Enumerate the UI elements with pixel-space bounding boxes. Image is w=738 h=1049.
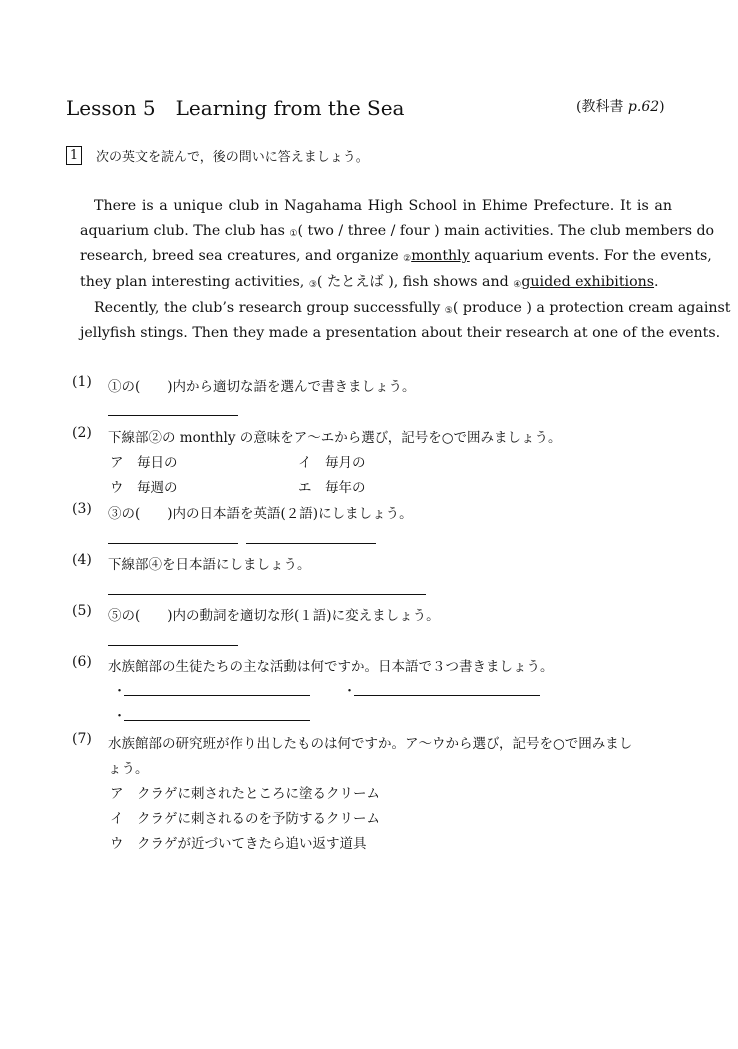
section-instruction: 次の英文を読んで，後の問いに答えましょう。 bbox=[96, 150, 369, 165]
q6-answer-line-1[interactable] bbox=[124, 695, 310, 696]
q1-answer-line[interactable] bbox=[108, 415, 238, 416]
q3-answer-line-2[interactable] bbox=[246, 543, 376, 544]
textbook-reference: (教科書 p.62) bbox=[576, 99, 665, 115]
q6-bullet-3: ・ bbox=[113, 709, 127, 724]
passage-line-3: research, breed sea creatures, and organize ②monthly aquarium events. For the events, bbox=[80, 248, 712, 264]
passage-line-2: aquarium club. The club has ①( two / three / four ) main activities. The club members do bbox=[80, 223, 715, 239]
passage-line-6: jellyfish stings. Then they made a presentation about their research at one of the events. bbox=[80, 325, 721, 341]
q6-text: 水族館部の生徒たちの主な活動は何ですか。日本語で３つ書きましょう。 bbox=[108, 659, 554, 675]
marker-4: ④ bbox=[513, 280, 522, 290]
underlined-monthly: monthly bbox=[411, 248, 470, 264]
q3-text: ③の( )内の日本語を英語(２語)にしましょう。 bbox=[108, 506, 413, 522]
q2-choice-b[interactable]: イ 毎月の bbox=[298, 455, 366, 471]
passage-line-5: Recently, the club’s research group successfully ⑤( produce ) a protection cream against bbox=[94, 300, 731, 316]
q1-number: (1) bbox=[72, 374, 92, 390]
q6-bullet-1: ・ bbox=[113, 684, 127, 699]
q2-text: 下線部②の monthly の意味をア～エから選び，記号を○で囲みましょう。 bbox=[108, 430, 562, 446]
q3-answer-line-1[interactable] bbox=[108, 543, 238, 544]
q2-choice-d[interactable]: エ 毎年の bbox=[298, 480, 366, 496]
underlined-guided-exhibitions: guided exhibitions bbox=[521, 274, 655, 290]
marker-3: ③ bbox=[308, 280, 317, 290]
marker-2: ② bbox=[403, 254, 412, 264]
q2-choice-c[interactable]: ウ 毎週の bbox=[110, 480, 178, 496]
q5-text: ⑤の( )内の動詞を適切な形(１語)に変えましょう。 bbox=[108, 608, 440, 624]
q7-choice-c[interactable]: ウ クラゲが近づいてきたら追い返す道具 bbox=[110, 836, 367, 852]
q2-number: (2) bbox=[72, 425, 92, 441]
q6-bullet-2: ・ bbox=[343, 684, 357, 699]
q7-choice-b[interactable]: イ クラゲに刺されるのを予防するクリーム bbox=[110, 811, 380, 827]
q6-number: (6) bbox=[72, 654, 92, 670]
q5-answer-line[interactable] bbox=[108, 645, 238, 646]
section-number: 1 bbox=[66, 146, 82, 165]
q1-text: ①の( )内から適切な語を選んで書きましょう。 bbox=[108, 379, 416, 395]
q4-answer-line[interactable] bbox=[108, 594, 426, 595]
q7-text-line-1: 水族館部の研究班が作り出したものは何ですか。ア～ウから選び，記号を○で囲みまし bbox=[108, 736, 633, 752]
q2-choice-a[interactable]: ア 毎日の bbox=[110, 455, 178, 471]
q7-text-line-2: ょう。 bbox=[108, 761, 149, 777]
passage-line-4: they plan interesting activities, ③( たとえば ), fish shows and ④guided exhibitions. bbox=[80, 274, 659, 290]
q6-answer-line-2[interactable] bbox=[354, 695, 540, 696]
passage-line-1: There is a unique club in Nagahama High School in Ehime Prefecture. It is an bbox=[94, 198, 672, 214]
textbook-page: p.62 bbox=[627, 99, 660, 115]
q5-number: (5) bbox=[72, 603, 92, 619]
marker-5: ⑤ bbox=[444, 306, 453, 316]
q4-number: (4) bbox=[72, 552, 92, 568]
marker-1: ① bbox=[289, 229, 298, 239]
q4-text: 下線部④を日本語にしましょう。 bbox=[108, 557, 311, 573]
q3-number: (3) bbox=[72, 501, 92, 517]
page-title: Lesson 5 Learning from the Sea bbox=[66, 96, 405, 120]
q7-choice-a[interactable]: ア クラゲに刺されたところに塗るクリーム bbox=[110, 786, 380, 802]
q6-answer-line-3[interactable] bbox=[124, 720, 310, 721]
q7-number: (7) bbox=[72, 731, 92, 747]
